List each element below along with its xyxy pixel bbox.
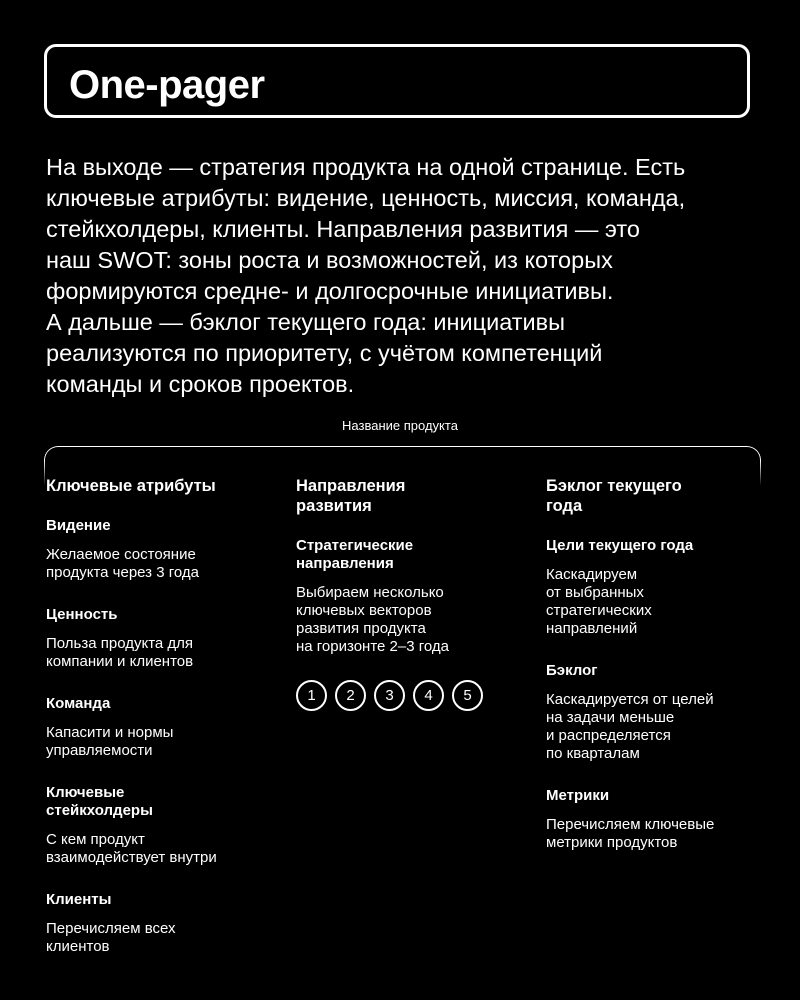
item-desc-line: на задачи меньше <box>546 709 675 726</box>
intro-line: команды и сроков проектов. <box>46 371 355 397</box>
stakeholders-description <box>46 831 276 867</box>
item-title-line: стейкхолдеры <box>46 802 153 819</box>
intro-line: стейкхолдеры, клиенты. Направления развития — это <box>46 216 640 242</box>
backlog-title <box>546 662 776 680</box>
item-desc-line: Перечисляем ключевые <box>546 816 715 833</box>
column-backlog <box>546 476 776 876</box>
backlog-description <box>546 691 776 763</box>
stakeholders-title <box>46 784 276 820</box>
team-description <box>46 724 276 760</box>
item-title-line: Видение <box>46 517 111 534</box>
item-desc-line: С кем продукт <box>46 831 145 848</box>
item-title-line: Команда <box>46 695 111 712</box>
number-circle-5: 5 <box>452 680 483 711</box>
item-desc-line: Польза продукта для <box>46 635 194 652</box>
item-desc-line: Выбираем несколько <box>296 584 444 601</box>
number-circle-1: 1 <box>296 680 327 711</box>
item-title-line: Метрики <box>546 787 610 804</box>
item-desc-line: ключевых векторов <box>296 602 432 619</box>
item-desc-line: клиентов <box>46 938 110 955</box>
column-key-attributes <box>46 476 276 980</box>
current-year-goals-title <box>546 537 776 555</box>
item-desc-line: развития продукта <box>296 620 426 637</box>
item-desc-line: Перечисляем всех <box>46 920 176 937</box>
column-heading-line: Ключевые атрибуты <box>46 477 216 495</box>
item-desc-line: продукта через 3 года <box>46 564 199 581</box>
clients-description <box>46 920 276 956</box>
metrics-description <box>546 816 776 852</box>
column-heading-line: развития <box>296 497 372 515</box>
intro-line: реализуются по приоритету, с учётом компетенций <box>46 340 603 366</box>
item-title-line: Цели текущего года <box>546 537 694 554</box>
item-desc-line: Капасити и нормы <box>46 724 174 741</box>
direction-number-circles <box>296 680 526 711</box>
number-circle-3: 3 <box>374 680 405 711</box>
column-heading-line: года <box>546 497 583 515</box>
number-circle-2: 2 <box>335 680 366 711</box>
item-title-line: Бэклог <box>546 662 598 679</box>
item-title-line: Ключевые <box>46 784 125 801</box>
item-desc-line: Каскадируем <box>546 566 638 583</box>
column-directions <box>296 476 526 711</box>
item-title-line: Ценность <box>46 606 118 623</box>
item-desc-line: стратегических <box>546 602 652 619</box>
item-title-line: Клиенты <box>46 891 112 908</box>
intro-line: На выходе — стратегия продукта на одной странице. Есть <box>46 154 686 180</box>
item-title-line: направления <box>296 555 394 572</box>
item-desc-line: по кварталам <box>546 745 640 762</box>
item-desc-line: взаимодействует внутри <box>46 849 217 866</box>
title-box <box>44 44 750 118</box>
intro-line: А дальше — бэклог текущего года: инициативы <box>46 309 566 335</box>
column-heading <box>546 476 776 516</box>
intro-line: формируются средне- и долгосрочные инициативы. <box>46 278 614 304</box>
value-description <box>46 635 276 671</box>
strategic-directions-description <box>296 584 526 656</box>
strategic-directions-title <box>296 537 526 573</box>
team-title <box>46 695 276 713</box>
column-heading-line: Направления <box>296 477 406 495</box>
intro-line: ключевые атрибуты: видение, ценность, миссия, команда, <box>46 185 686 211</box>
current-year-goals-description <box>546 566 776 638</box>
intro-paragraph <box>46 152 761 400</box>
item-desc-line: направлений <box>546 620 638 637</box>
item-desc-line: Желаемое состояние <box>46 546 196 563</box>
column-heading-line: Бэклог текущего <box>546 477 682 495</box>
vision-title <box>46 517 276 535</box>
item-desc-line: Каскадируется от целей <box>546 691 714 708</box>
item-desc-line: управляемости <box>46 742 153 759</box>
item-desc-line: на горизонте 2–3 года <box>296 638 449 655</box>
clients-title <box>46 891 276 909</box>
number-circle-4: 4 <box>413 680 444 711</box>
vision-description <box>46 546 276 582</box>
item-desc-line: компании и клиентов <box>46 653 194 670</box>
column-heading <box>296 476 526 516</box>
item-title-line: Стратегические <box>296 537 414 554</box>
page-title: One-pager <box>69 63 265 107</box>
value-title <box>46 606 276 624</box>
item-desc-line: метрики продуктов <box>546 834 678 851</box>
item-desc-line: и распределяется <box>546 727 671 744</box>
intro-line: наш SWOT: зоны роста и возможностей, из которых <box>46 247 613 273</box>
item-desc-line: от выбранных <box>546 584 644 601</box>
product-name-label: Название продукта <box>342 418 458 433</box>
column-heading <box>46 476 276 496</box>
metrics-title <box>546 787 776 805</box>
